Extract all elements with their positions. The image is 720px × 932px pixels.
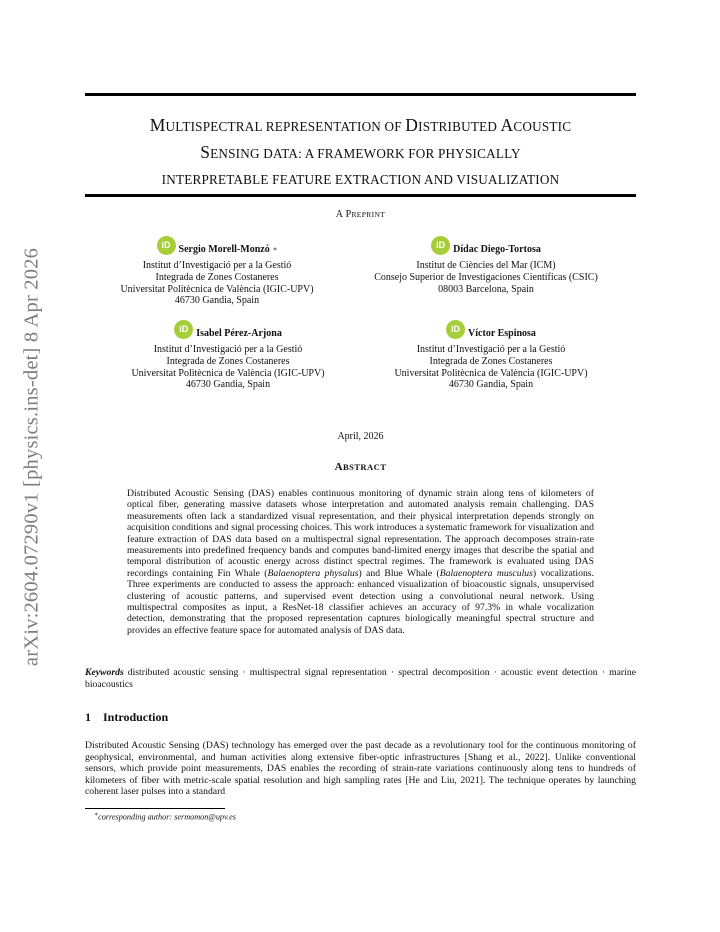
orcid-icon[interactable]: iD [431, 236, 450, 255]
arxiv-identifier-text: arXiv:2604.07290v1 [physics.ins-det] 8 Apr 2026 [20, 247, 43, 667]
introduction-text: Distributed Acoustic Sensing (DAS) technology has emerged over the past decade as a revolutionary tool for the continuous monitoring of geophysical, environmental, and human activities along extensive fiber-optic infrastructures [Shang et al., 2022]. Unlike conventional sensors, which provide point measurements, DAS enables the recording of strain-rate variations continuously along tens to hundreds of kilometers of fiber with metric-scale spatial resolution and high sampling rates [He and Liu, 2021]. The technique operates by launching coherent laser pulses into a standard [85, 740, 636, 798]
keywords-text: distributed acoustic sensing · multispectral signal representation · spectral decomposition · acoustic event detection · marine bioacoustics [85, 667, 636, 690]
author-block-3 [98, 324, 358, 391]
arxiv-side-identifier [14, 222, 50, 692]
author-name: iD Dídac Diego-Tortosa [356, 240, 616, 259]
keywords [85, 667, 636, 690]
keywords-label: Keywords [85, 667, 124, 678]
section-heading: 1 Introduction [85, 710, 169, 724]
author-name: iD Isabel Pérez-Arjona [98, 324, 358, 343]
preprint-label: A PREPRINT [335, 209, 386, 220]
title-bottom-rule [85, 194, 636, 197]
author-block-2 [356, 240, 616, 295]
abstract-text: Distributed Acoustic Sensing (DAS) enables continuous monitoring of dynamic strain along tens of kilometers of optical fiber, generating massive datasets whose interpretation and automated analysis remain challenging. DAS measurements often lack a standardized visual representation, and their physical interpretation depends strongly on acquisition conditions and signal processing choices. This work introduces a systematic framework for visualization and feature extraction of DAS data based on a multispectral signal representation. The approach decomposes strain-rate measurements into predefined frequency bands and computes band-limited energy images that describe the spatial and temporal distribution of acoustic energy across distinct spectral regimes. The framework is evaluated using DAS recordings containing Fin Whale (Balaenoptera physalus) and Blue Whale (Balaenoptera musculus) vocalizations. Three experiments are conducted to assess the approach: enhanced visualization of bioacoustic signals, unsupervised clustering of acoustic patterns, and supervised event detection using a convolutional neural network. Using multispectral composites as input, a ResNet-18 classifier achieves an accuracy of 97.3% in whale vocalization detection, demonstrating that the proposed representation captures biologically meaningful spectral structure and provides an effective feature space for automated analysis of DAS data. [127, 488, 595, 636]
author-name: iD Sergio Morell-Monzó ∗ [87, 240, 347, 259]
footnote-rule [85, 808, 225, 809]
author-affiliation: Institut d’Investigació per a la Gestió Integrada de Zones Costaneres Universitat Politècnica de València (IGIC-UPV) 46730 Gandia, Spain [120, 260, 314, 307]
title-line-2: SENSING DATA: A FRAMEWORK FOR PHYSICALLY [200, 141, 521, 162]
author-name: iD Víctor Espinosa [361, 324, 621, 343]
author-affiliation: Institut de Ciències del Mar (ICM) Consejo Superior de Investigaciones Científicas (CSIC) 08003 Barcelona, Spain [374, 260, 598, 295]
paper-title [85, 113, 636, 193]
title-top-rule [85, 93, 636, 96]
title-line-3: INTERPRETABLE FEATURE EXTRACTION AND VISUALIZATION [161, 172, 560, 187]
orcid-icon[interactable]: iD [446, 320, 465, 339]
publication-date: April, 2026 [337, 431, 384, 442]
title-line-1: MULTISPECTRAL REPRESENTATION OF DISTRIBUTED ACOUSTIC [149, 115, 572, 135]
footnote: ∗corresponding author: sermomon@upv.es [94, 812, 236, 822]
abstract-heading: ABSTRACT [334, 461, 387, 473]
author-affiliation: Institut d’Investigació per a la Gestió Integrada de Zones Costaneres Universitat Politècnica de València (IGIC-UPV) 46730 Gandia, Spain [394, 344, 588, 391]
orcid-icon[interactable]: iD [174, 320, 193, 339]
author-block-1 [87, 240, 347, 307]
author-block-4 [361, 324, 621, 391]
author-affiliation: Institut d’Investigació per a la Gestió Integrada de Zones Costaneres Universitat Politècnica de València (IGIC-UPV) 46730 Gandia, Spain [131, 344, 325, 391]
orcid-icon[interactable]: iD [157, 236, 176, 255]
